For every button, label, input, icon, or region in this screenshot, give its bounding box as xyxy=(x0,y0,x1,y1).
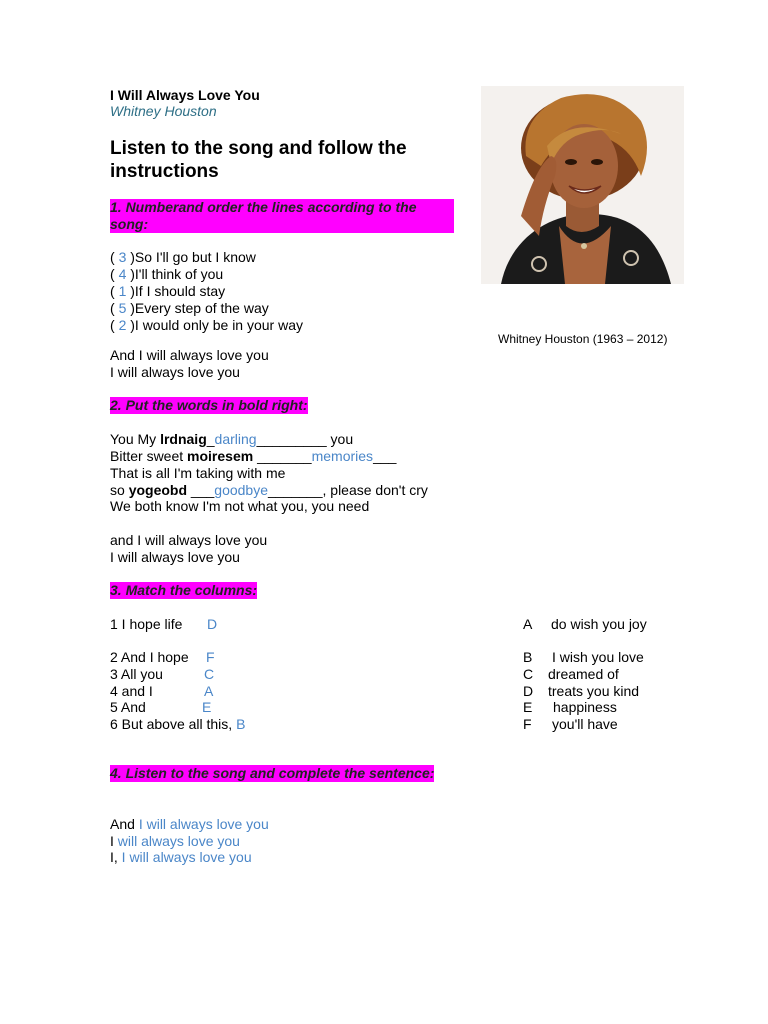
order-answer: 2 xyxy=(118,317,127,333)
match-right-letter: C xyxy=(523,666,534,682)
match-answer: C xyxy=(204,666,215,682)
chorus-line: and I will always love you xyxy=(110,532,268,548)
word-answer: goodbye xyxy=(214,482,268,498)
sentence-line: I will always love you xyxy=(110,833,240,849)
artist-photo xyxy=(481,86,684,284)
match-right-item: treats you kind xyxy=(548,683,640,699)
section-3-label: 3. Match the columns: xyxy=(110,582,258,598)
song-title: I Will Always Love You xyxy=(110,87,260,103)
match-right-letter: A xyxy=(523,616,533,632)
chorus-line: I will always love you xyxy=(110,364,240,380)
match-left-item: 3 All you xyxy=(110,666,163,682)
match-left-item: 4 and I xyxy=(110,683,153,699)
sentence-line: And I will always love you xyxy=(110,816,269,832)
order-line: ( 1 )If I should stay xyxy=(110,283,226,299)
match-right-item: happiness xyxy=(553,699,617,715)
match-right-letter: B xyxy=(523,649,533,665)
photo-caption: Whitney Houston (1963 – 2012) xyxy=(498,332,668,346)
match-answer: B xyxy=(236,716,246,732)
match-right-letter: E xyxy=(523,699,533,715)
sentence-answer: I will always love you xyxy=(138,816,269,832)
word-answer: darling xyxy=(214,431,257,447)
lyric-line: Bitter sweet moiresem _______memories___ xyxy=(110,448,397,464)
match-answer: D xyxy=(207,616,218,632)
section-1-label: 1. Numberand order the lines according to the song: xyxy=(110,199,454,233)
artist-name: Whitney Houston xyxy=(110,103,217,119)
match-right-item: you'll have xyxy=(552,716,618,732)
scrambled-word: lrdnaig xyxy=(160,431,207,447)
order-line: ( 5 )Every step of the way xyxy=(110,300,269,316)
match-answer: E xyxy=(202,699,212,715)
scrambled-word: moiresem xyxy=(187,448,254,464)
word-answer: memories xyxy=(311,448,374,464)
order-answer: 5 xyxy=(118,300,127,316)
sentence-line: I, I will always love you xyxy=(110,849,252,865)
match-right-item: dreamed of xyxy=(548,666,619,682)
scrambled-word: yogeobd xyxy=(128,482,188,498)
lyric-line: You My lrdnaig_darling_________ you xyxy=(110,431,354,447)
match-right-item: I wish you love xyxy=(552,649,644,665)
chorus-line: And I will always love you xyxy=(110,347,269,363)
match-left-item: 5 And xyxy=(110,699,146,715)
lyric-line: so yogeobd ___goodbye_______, please don't cry xyxy=(110,482,428,498)
match-right-letter: D xyxy=(523,683,534,699)
section-2-label: 2. Put the words in bold right: xyxy=(110,397,308,413)
match-right-letter: F xyxy=(523,716,532,732)
lyric-line: That is all I'm taking with me xyxy=(110,465,286,481)
order-answer: 3 xyxy=(118,249,127,265)
order-answer: 1 xyxy=(118,283,127,299)
match-answer: F xyxy=(206,649,215,665)
chorus-line: I will always love you xyxy=(110,549,240,565)
match-left-item: 1 I hope life xyxy=(110,616,183,632)
order-line: ( 2 )I would only be in your way xyxy=(110,317,303,333)
lyric-line: We both know I'm not what you, you need xyxy=(110,498,370,514)
worksheet-heading: Listen to the song and follow the instructions xyxy=(110,138,407,182)
sentence-answer: I will always love you xyxy=(121,849,252,865)
order-line: ( 4 )I'll think of you xyxy=(110,266,224,282)
match-right-item: do wish you joy xyxy=(551,616,647,632)
sentence-answer: will always love you xyxy=(117,833,240,849)
order-line: ( 3 )So I'll go but I know xyxy=(110,249,256,265)
match-left-item: 2 And I hope xyxy=(110,649,189,665)
order-answer: 4 xyxy=(118,266,127,282)
section-4-label: 4. Listen to the song and complete the sentence: xyxy=(110,765,435,781)
match-answer: A xyxy=(204,683,214,699)
match-left-item: 6 But above all this, B xyxy=(110,716,246,732)
